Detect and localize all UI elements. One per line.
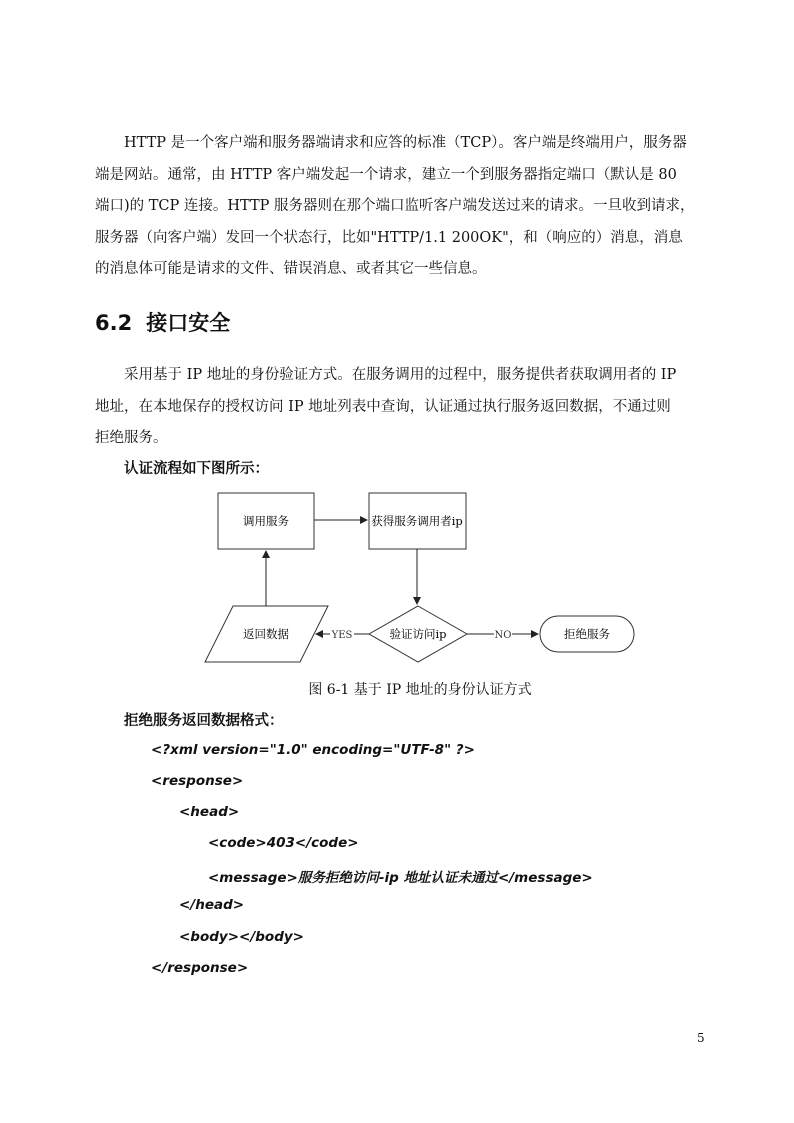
section-number: 6.2 [95, 311, 133, 335]
xml-line: </head> [179, 897, 245, 913]
edge-yes-label: YES [331, 630, 353, 641]
node-return-label: 返回数据 [243, 627, 289, 641]
intro-line: 端是网站。通常，由 HTTP 客户端发起一个请求，建立一个到服务器指定端口（默认是 80 [95, 166, 677, 183]
intro-line: 端口)的 TCP 连接。HTTP 服务器则在那个端口监听客户端发送过来的请求。一旦收到请求， [95, 198, 695, 214]
xml-line: <code>403</code> [208, 835, 359, 851]
edge-no-label: NO [494, 630, 512, 641]
xml-line: <head> [179, 804, 240, 820]
intro-line: 服务器（向客户端）发回一个状态行，比如"HTTP/1.1 200OK"，和（响应的）消息，消息 [95, 229, 683, 246]
intro-paragraph [95, 128, 719, 286]
intro-line: HTTP 是一个客户端和服务器端请求和应答的标准（TCP）。客户端是终端用户，服务器 [124, 135, 687, 151]
xml-line: <?xml version="1.0" encoding="UTF-8" ?> [151, 742, 475, 758]
page-number: 5 [697, 1031, 705, 1045]
security-line: 拒绝服务。 [95, 430, 168, 446]
security-line: 采用基于 IP 地址的身份验证方式。在服务调用的过程中，服务提供者获取调用者的 IP [124, 367, 677, 383]
node-verify-label: 验证访问ip [389, 627, 447, 641]
xml-line: <response> [151, 773, 244, 789]
section-heading [95, 307, 230, 337]
node-reject-label: 拒绝服务 [564, 627, 610, 641]
xml-line: <message>服务拒绝访问-ip 地址认证未通过</message> [208, 870, 593, 886]
intro-line: 的消息体可能是请求的文件、错误消息、或者其它一些信息。 [95, 261, 487, 277]
security-paragraph [95, 360, 719, 455]
node-get-ip-label: 获得服务调用者ip [371, 514, 463, 528]
node-call-service-label: 调用服务 [243, 514, 289, 528]
xml-line: <body></body> [179, 929, 304, 945]
figure-caption: 图 6-1 基于 IP 地址的身份认证方式 [308, 682, 532, 698]
flow-label: 认证流程如下图所示： [124, 461, 269, 477]
section-title: 接口安全 [146, 311, 231, 335]
auth-flowchart [0, 485, 794, 675]
security-line: 地址，在本地保存的授权访问 IP 地址列表中查询，认证通过执行服务返回数据，不通过则 [95, 398, 671, 415]
format-label: 拒绝服务返回数据格式： [124, 713, 284, 729]
xml-line: </response> [151, 960, 249, 976]
